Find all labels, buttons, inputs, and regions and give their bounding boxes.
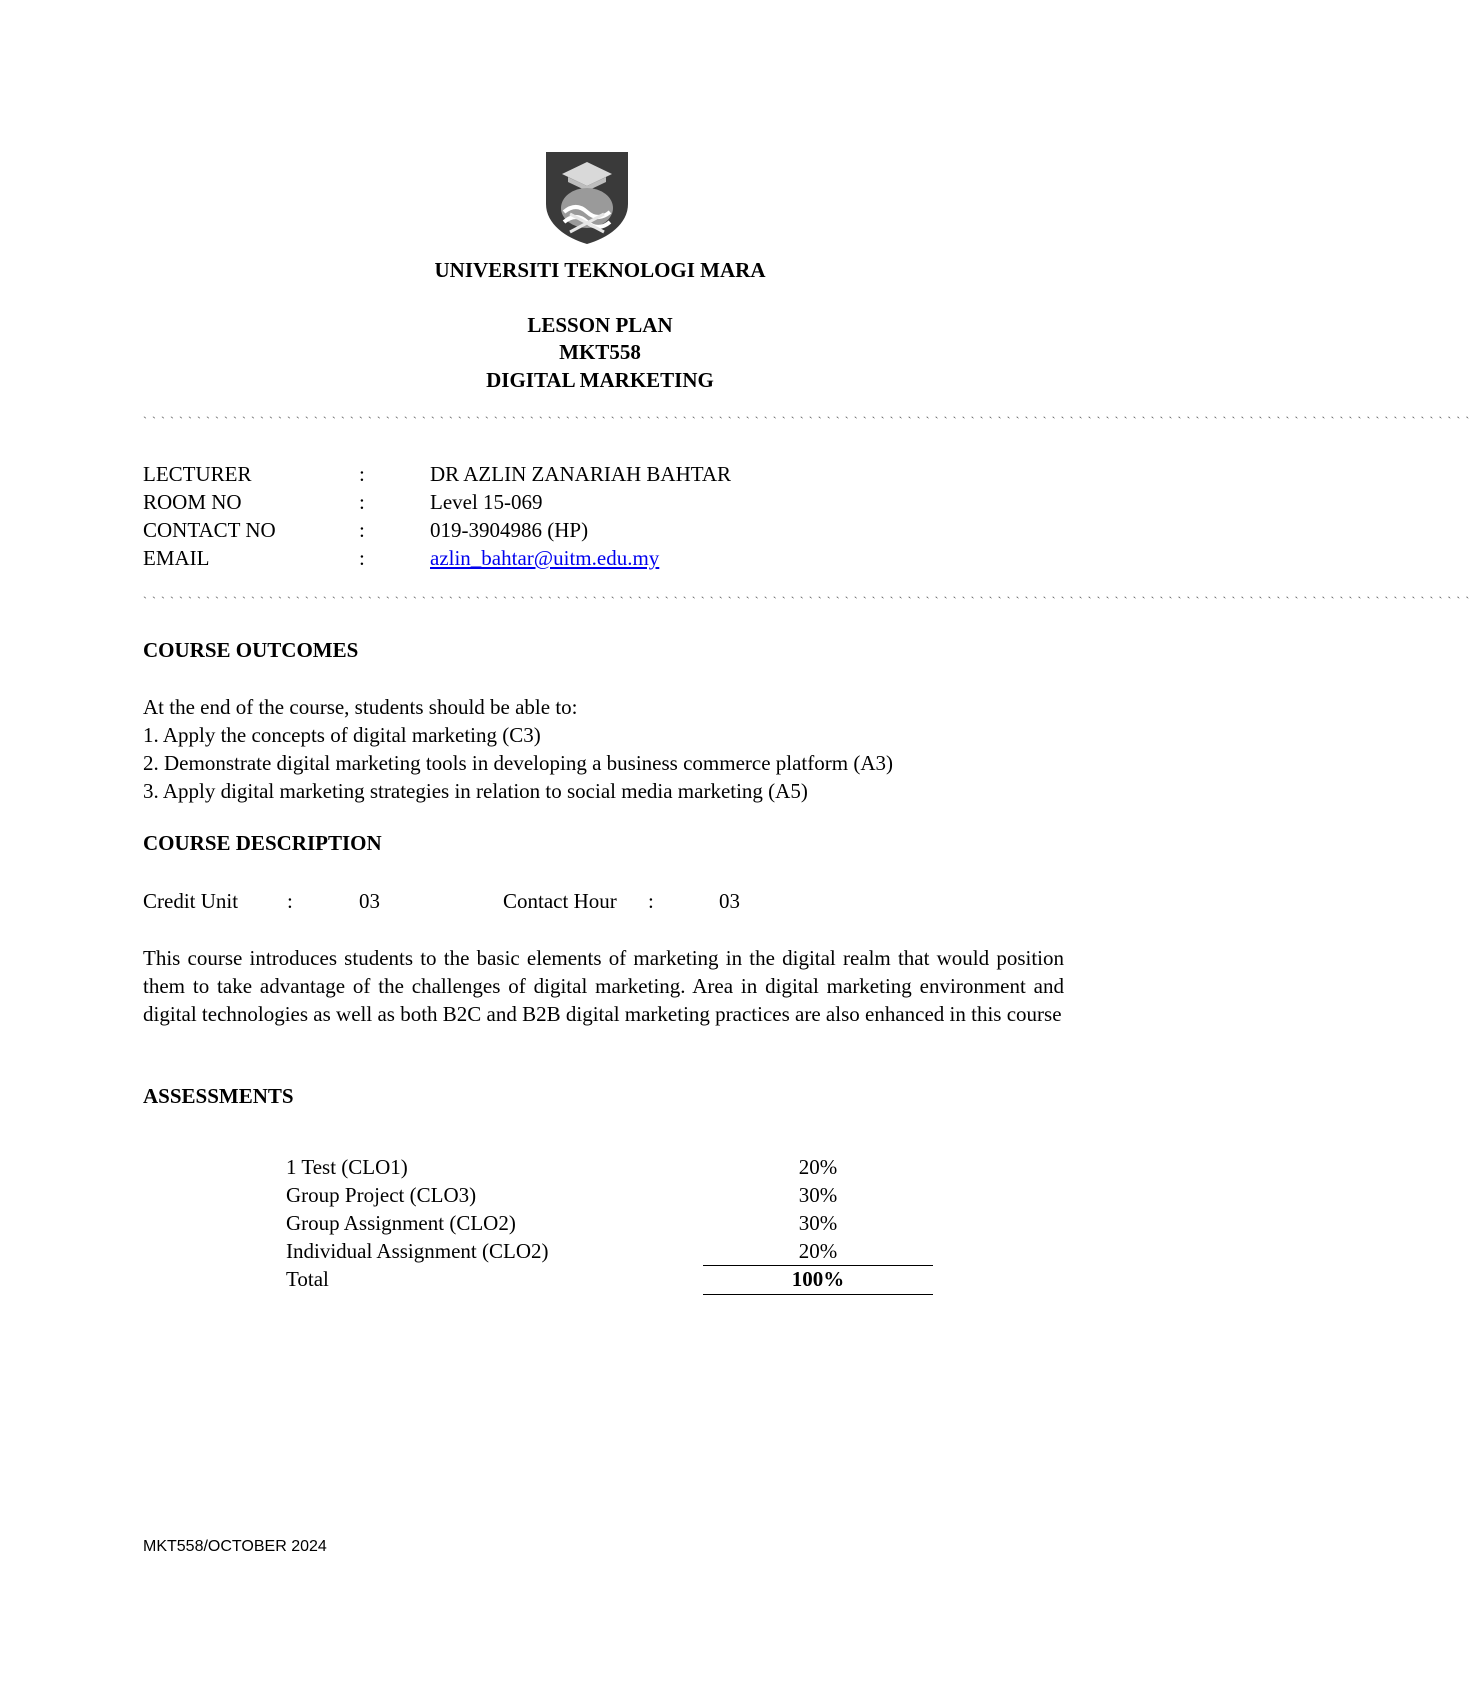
assessment-value: 20% [798, 1155, 838, 1179]
assessment-value: 30% [798, 1183, 838, 1207]
outcomes-intro: At the end of the course, students should be able to: [143, 695, 578, 719]
info-value: DR AZLIN ZANARIAH BAHTAR [430, 462, 732, 486]
page-footer: MKT558/OCTOBER 2024 [143, 1538, 327, 1555]
assessment-label: Group Project (CLO3) [286, 1183, 477, 1207]
course-name-title: DIGITAL MARKETING [486, 368, 714, 392]
assessment-total-value: 100% [791, 1267, 845, 1291]
outcome-item: 2. Demonstrate digital marketing tools in developing a business commerce platform (A3) [143, 751, 893, 775]
course-description-heading: COURSE DESCRIPTION [143, 831, 382, 855]
info-colon: : [359, 518, 365, 542]
assessment-value: 30% [798, 1211, 838, 1235]
info-value: Level 15-069 [430, 490, 543, 514]
info-colon: : [359, 462, 365, 486]
contact-hour-colon: : [648, 889, 654, 913]
course-code-title: MKT558 [559, 340, 641, 364]
credit-unit-label: Credit Unit [143, 889, 239, 913]
assessment-label: Individual Assignment (CLO2) [286, 1239, 549, 1263]
info-label: CONTACT NO [143, 518, 276, 542]
info-row-contact [143, 516, 1043, 544]
assessment-total-label: Total [286, 1267, 329, 1291]
info-value: 019-3904986 (HP) [430, 518, 589, 542]
info-label: LECTURER [143, 462, 252, 486]
info-colon: : [359, 546, 365, 570]
course-outcomes-heading: COURSE OUTCOMES [143, 638, 359, 662]
assessment-label: Group Assignment (CLO2) [286, 1211, 516, 1235]
contact-hour-label: Contact Hour [503, 889, 617, 913]
doc-type-title: LESSON PLAN [527, 313, 673, 337]
separator-line: ` ` ` ` ` ` ` ` ` ` ` ` ` ` ` ` ` ` ` ` ` ` ` ` ` ` ` ` ` ` ` ` ` ` ` ` ` ` ` ` ` ` ` ` ` ` ` ` ` ` ` ` ` ` ` ` ` ` ` ` ` ` ` ` ` ` ` ` ` ` ` ` ` ` ` ` ` ` ` ` ` ` ` ` ` ` ` ` ` ` ` ` ` ` ` ` ` ` ` ` ` ` ` ` ` ` ` ` ` ` ` ` ` ` ` ` ` ` ` ` ` ` ` ` ` ` ` ` ` ` ` ` ` ` ` ` ` ` ` ` ` ` ` ` ` ` ` ` [143, 414, 1470, 428]
university-logo [546, 152, 628, 244]
course-description-paragraph: This course introduces students to the basic elements of marketing in the digital realm that would position them to take advantage of the challenges of digital marketing. Area in digital marketing environment and digital technologies as well as both B2C and B2B digital marketing practices are also enhanced in this course [143, 946, 1064, 1026]
info-row-lecturer [143, 460, 1043, 488]
university-name: UNIVERSITI TEKNOLOGI MARA [434, 258, 766, 282]
info-row-email [143, 544, 1043, 572]
credit-unit-colon: : [287, 889, 293, 913]
assessments-heading: ASSESSMENTS [143, 1084, 294, 1108]
email-link[interactable]: azlin_bahtar@uitm.edu.my [430, 546, 660, 570]
info-label: ROOM NO [143, 490, 242, 514]
credit-unit-value: 03 [359, 889, 380, 913]
contact-hour-value: 03 [719, 889, 740, 913]
separator-line: ` ` ` ` ` ` ` ` ` ` ` ` ` ` ` ` ` ` ` ` ` ` ` ` ` ` ` ` ` ` ` ` ` ` ` ` ` ` ` ` ` ` ` ` ` ` ` ` ` ` ` ` ` ` ` ` ` ` ` ` ` ` ` ` ` ` ` ` ` ` ` ` ` ` ` ` ` ` ` ` ` ` ` ` ` ` ` ` ` ` ` ` ` ` ` ` ` ` ` ` ` ` ` ` ` ` ` ` ` ` ` ` ` ` ` ` ` ` ` ` ` ` ` ` ` ` ` ` ` ` ` ` ` ` ` ` ` ` ` ` ` ` ` ` ` ` ` ` [143, 594, 1470, 608]
outcome-item: 1. Apply the concepts of digital marketing (C3) [143, 723, 541, 747]
info-label: EMAIL [143, 546, 210, 570]
info-row-room [143, 488, 1043, 516]
assessment-value: 20% [798, 1239, 838, 1263]
outcome-item: 3. Apply digital marketing strategies in relation to social media marketing (A5) [143, 779, 808, 803]
assessment-label: 1 Test (CLO1) [286, 1155, 408, 1179]
total-bottom-rule [703, 1294, 933, 1295]
info-colon: : [359, 490, 365, 514]
